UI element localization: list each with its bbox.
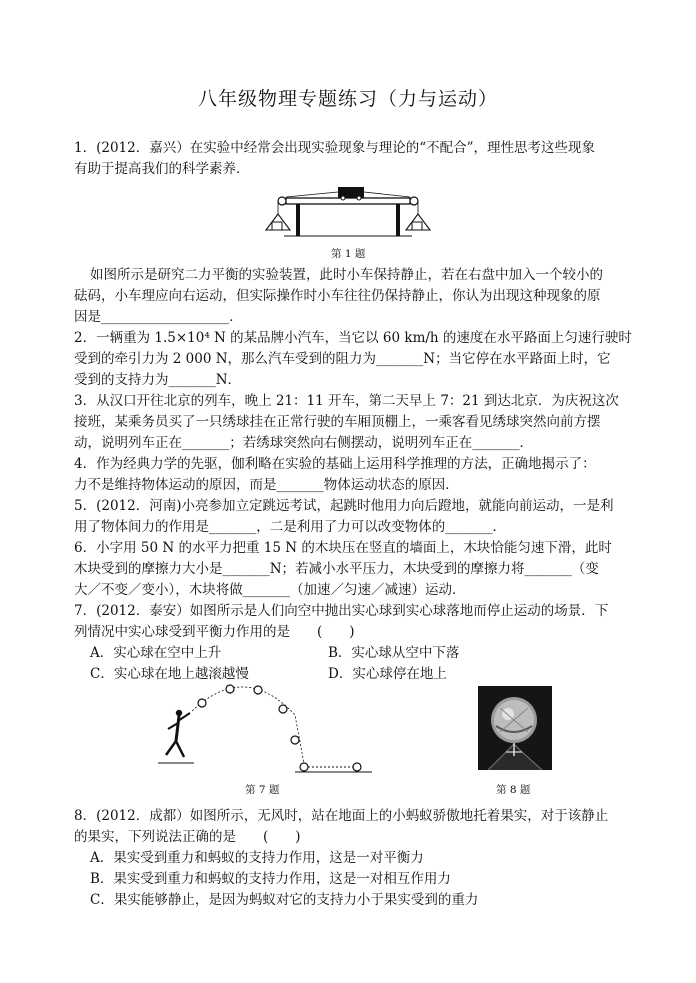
q7-shot-put-figure	[150, 683, 375, 783]
q6-line-1: 6．小字用 50 N 的水平力把重 15 N 的木块压在竖直的墙面上，木块恰能匀速下滑，此时	[74, 540, 612, 556]
q2-line-2: 受到的牵引力为 2 000 N，那么汽车受到的阻力为_______N；当它停在水平路面上时，它	[74, 351, 611, 367]
q3-line-2: 接班，某乘务员买了一只绣球挂在正常行驶的车厢顶棚上，一乘客看见绣球突然向前方摆	[74, 414, 601, 430]
q1-paragraph-line-1: 如图所示是研究二力平衡的实验装置，此时小车保持静止，若在右盘中加入一个较小的	[90, 267, 603, 283]
q8-option-a: A．果实受到重力和蚂蚁的支持力作用，这是一对平衡力	[90, 850, 424, 866]
q1-figure-caption: 第 1 题	[331, 248, 366, 260]
page-title: 八年级物理专题练习（力与运动）	[197, 88, 498, 110]
q7-line-1: 7．(2012．泰安）如图所示是人们向空中抛出实心球到实心球落地而停止运动的场景．下	[74, 603, 609, 619]
q8-figure-caption: 第 8 题	[496, 784, 531, 796]
q8-option-b: B．果实受到重力和蚂蚁的支持力作用，这是一对相互作用力	[90, 871, 451, 887]
q5-line-2: 用了物体间力的作用是_______，二是利用了力可以改变物体的_______．	[74, 519, 506, 535]
q8-ant-fruit-photo	[478, 686, 552, 770]
q1-paragraph-line-2: 砝码，小车理应向右运动，但实际操作时小车往往仍保持静止，你认为出现这种现象的原	[74, 288, 601, 304]
q4-line-1: 4．作为经典力学的先驱，伽利略在实验的基础上运用科学推理的方法，正确地揭示了：	[74, 456, 596, 472]
q3-line-1: 3．从汉口开往北京的列车，晚上 21：11 开车，第二天早上 7：21 到达北京．为庆祝这次	[74, 393, 619, 409]
q7-figure-caption: 第 7 题	[245, 784, 280, 796]
q2-line-1: 2．一辆重为 1.5×10⁴ N 的某品牌小汽车，当它以 60 km/h 的速度在水平路面上匀速行驶时	[74, 330, 632, 346]
q5-line-1: 5．(2012．河南)小亮参加立定跳远考试，起跳时他用力向后蹬地，就能向前运动，一是利	[74, 498, 614, 514]
q6-line-3: 大／不变／变小），木块将做_______（加速／匀速／减速）运动．	[74, 582, 466, 598]
q2-line-3: 受到的支持力为_______N．	[74, 372, 242, 388]
q8-line-2: 的果实，下列说法正确的是 ( )	[74, 829, 301, 845]
q8-line-1: 8．(2012．成都）如图所示，无风时，站在地面上的小蚂蚁骄傲地托着果实，对于该静止	[74, 808, 609, 824]
q1-line-2: 有助于提高我们的科学素养．	[74, 161, 250, 177]
q1-apparatus-figure	[262, 186, 434, 242]
q6-line-2: 木块受到的摩擦力大小是_______N；若减小水平压力，木块受到的摩擦力将_______（变	[74, 561, 599, 577]
q3-line-3: 动，说明列车正在_______；若绣球突然向右侧摆动，说明列车正在_______．	[74, 435, 533, 451]
q7-option-a: A．实心球在空中上升	[90, 645, 222, 661]
q7-line-2: 列情况中实心球受到平衡力作用的是 ( )	[74, 624, 355, 640]
q1-paragraph-line-3: 因是___________________．	[74, 309, 243, 325]
q7-option-c: C．实心球在地上越滚越慢	[90, 666, 249, 682]
q7-option-b: B．实心球从空中下落	[328, 645, 460, 661]
q1-line-1: 1．(2012．嘉兴）在实验中经常会出现实验现象与理论的“不配合”，理性思考这些现象	[74, 140, 596, 156]
q4-line-2: 力不是维持物体运动的原因，而是_______物体运动状态的原因．	[74, 477, 459, 493]
q8-option-c: C．果实能够静止，是因为蚂蚁对它的支持力小于果实受到的重力	[90, 892, 479, 908]
q7-option-d: D．实心球停在地上	[328, 666, 447, 682]
